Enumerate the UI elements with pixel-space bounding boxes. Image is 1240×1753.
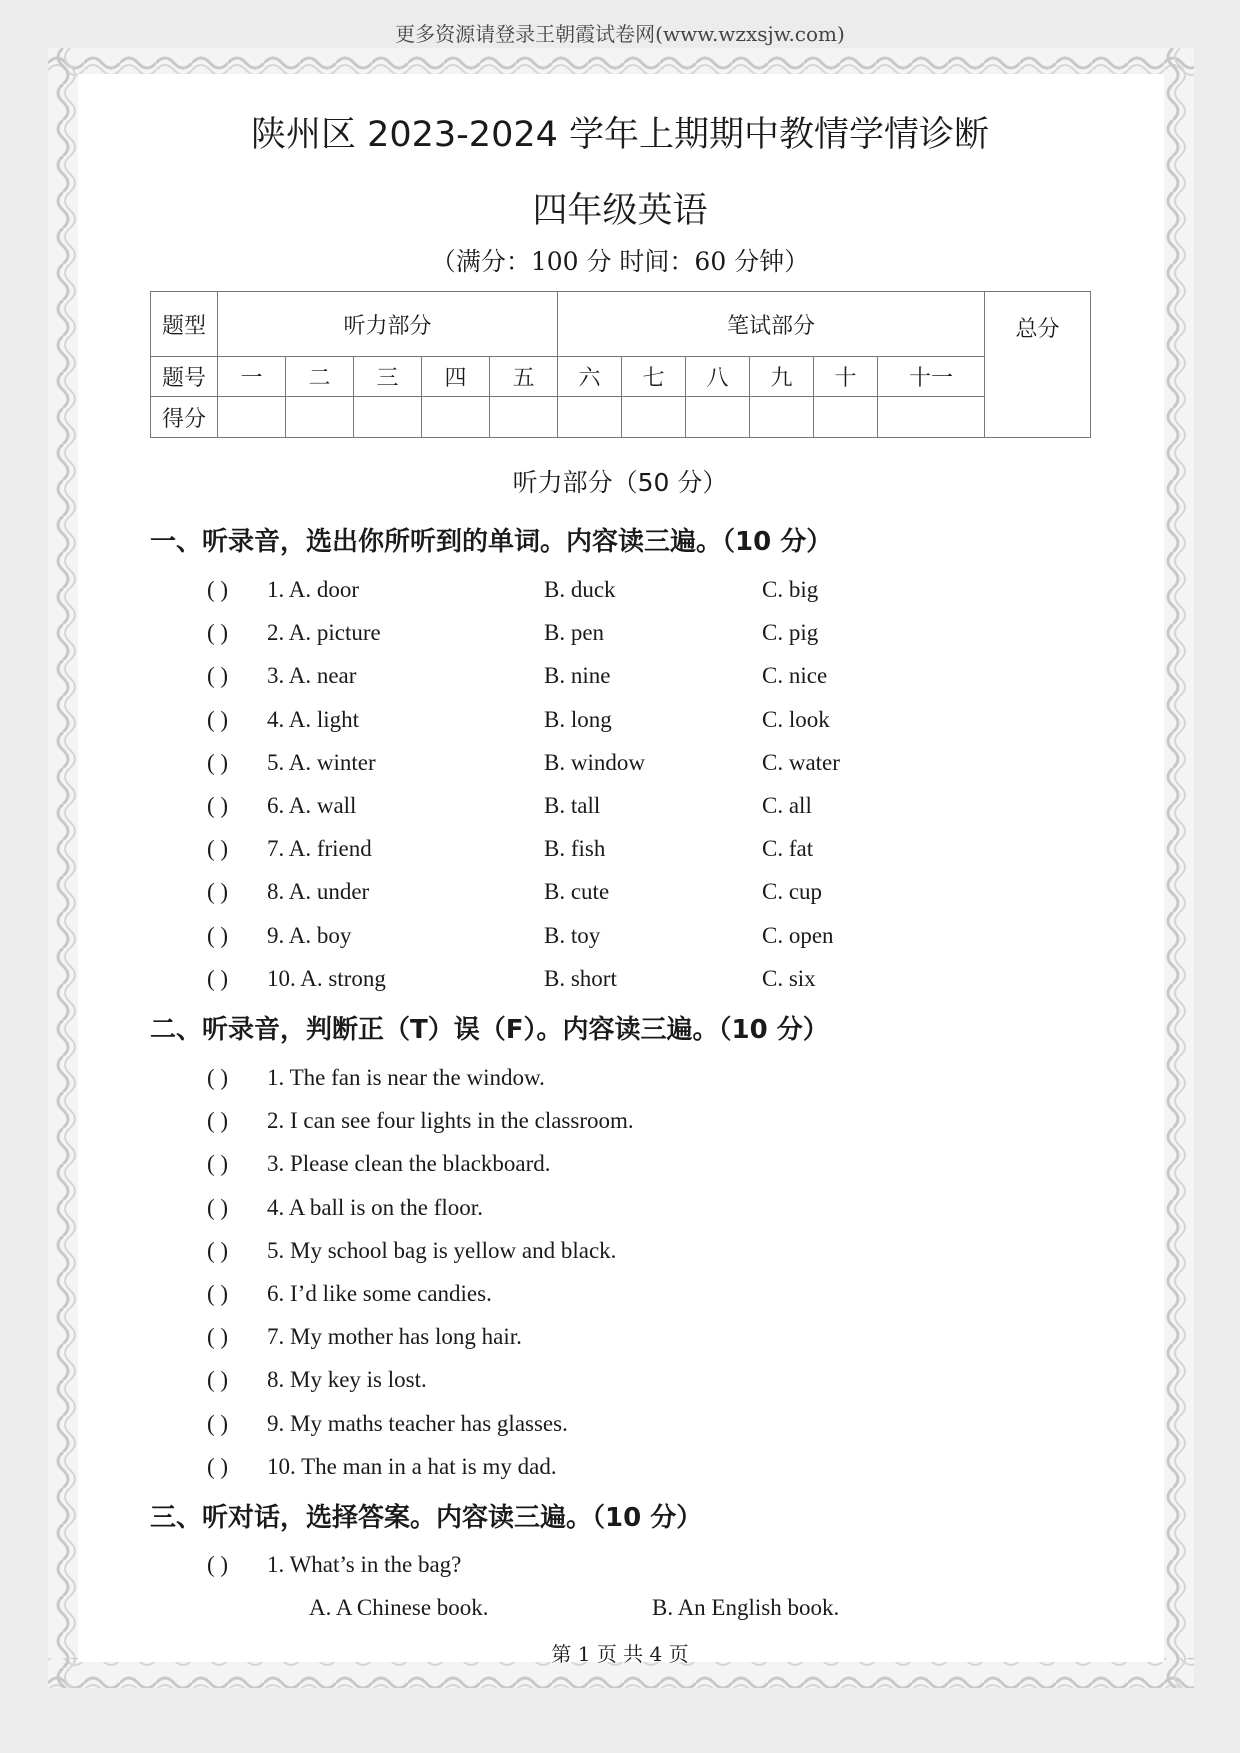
option-a: 1. A. door (267, 577, 359, 602)
answer-blank[interactable]: ( ) (207, 1367, 229, 1393)
section-1-heading: 一、听录音，选出你所听到的单词。内容读三遍。（10 分） (150, 527, 833, 557)
question-number: 三 (354, 357, 422, 397)
answer-blank[interactable]: ( ) (207, 1065, 229, 1090)
answer-blank[interactable]: ( ) (207, 1453, 229, 1479)
question-number: 九 (750, 357, 814, 397)
question-number: 五 (490, 357, 558, 397)
option-c: C. all (762, 793, 812, 818)
option-a: 5. A. winter (267, 749, 376, 775)
statement-text: 5. My school bag is yellow and black. (267, 1237, 617, 1263)
exam-meta: （满分：100 分 时间：60 分钟） (430, 247, 810, 276)
option-a: 10. A. strong (267, 965, 386, 991)
page-footer: 第 1 页 共 4 页 (551, 1642, 689, 1666)
option-b: B. pen (544, 620, 605, 646)
option-b: B. tall (544, 793, 601, 818)
exam-title: 陕州区 2023-2024 学年上期期中教情学情诊断 (250, 115, 990, 155)
score-cell[interactable] (558, 397, 622, 438)
option-a: 8. A. under (267, 879, 370, 905)
option-c: C. pig (762, 620, 819, 646)
question-number: 四 (422, 357, 490, 397)
score-cell[interactable] (490, 397, 558, 438)
question-number: 八 (686, 357, 750, 397)
option-b: B. window (544, 749, 645, 775)
option-c: C. nice (762, 663, 828, 689)
answer-blank[interactable]: ( ) (207, 1194, 229, 1220)
statement-text: 4. A ball is on the floor. (267, 1194, 483, 1220)
score-label: 得分 (151, 397, 218, 438)
total-score-label: 总分 (985, 292, 1091, 438)
option-a: 7. A. friend (267, 836, 372, 862)
number-label: 题号 (151, 357, 218, 397)
option-a: 4. A. light (267, 706, 360, 732)
statement-text: 1. The fan is near the window. (267, 1065, 545, 1090)
score-table (150, 291, 1091, 438)
option-b: B. nine (544, 663, 611, 689)
option-b: B. short (544, 965, 617, 991)
score-cell[interactable] (622, 397, 686, 438)
score-cell[interactable] (218, 397, 286, 438)
option-c: C. cup (762, 879, 823, 905)
listening-heading: 听力部分（50 分） (512, 468, 728, 497)
question-number: 十一 (878, 357, 985, 397)
score-cell[interactable] (750, 397, 814, 438)
score-cell[interactable] (878, 397, 985, 438)
option-c: C. open (762, 922, 834, 948)
statement-text: 8. My key is lost. (267, 1367, 427, 1393)
answer-blank[interactable]: ( ) (207, 663, 229, 689)
option-b: B. duck (544, 577, 616, 602)
score-cell[interactable] (686, 397, 750, 438)
section-2-heading: 二、听录音，判断正（T）误（F）。内容读三遍。（10 分） (150, 1015, 829, 1045)
option-a: 6. A. wall (267, 793, 357, 818)
option-c: C. look (762, 706, 830, 732)
writing-part-label: 笔试部分 (558, 292, 985, 357)
statement-text: 7. My mother has long hair. (267, 1324, 522, 1350)
option-c: C. six (762, 965, 816, 991)
answer-blank[interactable]: ( ) (207, 1108, 229, 1134)
option-a: 3. A. near (267, 663, 357, 689)
answer-blank[interactable]: ( ) (207, 1237, 229, 1263)
answer-blank[interactable]: ( ) (207, 879, 229, 905)
statement-text: 3. Please clean the blackboard. (267, 1151, 551, 1177)
section-3-heading: 三、听对话，选择答案。内容读三遍。（10 分） (150, 1503, 703, 1533)
statement-text: 6. I’d like some candies. (267, 1281, 492, 1306)
answer-blank[interactable]: ( ) (207, 577, 229, 602)
option-a: A. A Chinese book. (309, 1595, 489, 1620)
option-c: C. big (762, 577, 819, 602)
answer-blank[interactable]: ( ) (207, 922, 229, 948)
answer-blank[interactable]: ( ) (207, 836, 229, 862)
score-cell[interactable] (286, 397, 354, 438)
question-number: 二 (286, 357, 354, 397)
option-c: C. water (762, 749, 840, 775)
answer-blank[interactable]: ( ) (207, 1151, 229, 1177)
type-label: 题型 (151, 292, 218, 357)
option-b: B. toy (544, 922, 601, 948)
score-cell[interactable] (422, 397, 490, 438)
statement-text: 9. My maths teacher has glasses. (267, 1410, 568, 1436)
answer-blank[interactable]: ( ) (207, 706, 229, 732)
answer-blank[interactable]: ( ) (207, 1410, 229, 1436)
question-number: 一 (218, 357, 286, 397)
watermark: 更多资源请登录王朝霞试卷网(www.wzxsjw.com) (395, 22, 845, 46)
listening-part-label: 听力部分 (218, 292, 558, 357)
option-a: 2. A. picture (267, 620, 381, 646)
option-c: C. fat (762, 836, 814, 862)
statement-text: 10. The man in a hat is my dad. (267, 1453, 557, 1479)
answer-blank[interactable]: ( ) (207, 793, 229, 818)
statement-text: 2. I can see four lights in the classroom. (267, 1108, 634, 1134)
answer-blank[interactable]: ( ) (207, 965, 229, 991)
answer-blank[interactable]: ( ) (207, 1552, 229, 1577)
question-number: 七 (622, 357, 686, 397)
option-b: B. cute (544, 879, 610, 905)
option-b: B. fish (544, 836, 606, 862)
question-text: 1. What’s in the bag? (267, 1552, 462, 1577)
option-b: B. long (544, 706, 612, 732)
answer-blank[interactable]: ( ) (207, 1324, 229, 1350)
answer-blank[interactable]: ( ) (207, 1281, 229, 1306)
exam-subject: 四年级英语 (532, 191, 708, 231)
answer-blank[interactable]: ( ) (207, 749, 229, 775)
question-number: 六 (558, 357, 622, 397)
score-cell[interactable] (354, 397, 422, 438)
question-number: 十 (814, 357, 878, 397)
answer-blank[interactable]: ( ) (207, 620, 229, 646)
option-b: B. An English book. (652, 1595, 840, 1620)
score-cell[interactable] (814, 397, 878, 438)
option-a: 9. A. boy (267, 922, 352, 948)
